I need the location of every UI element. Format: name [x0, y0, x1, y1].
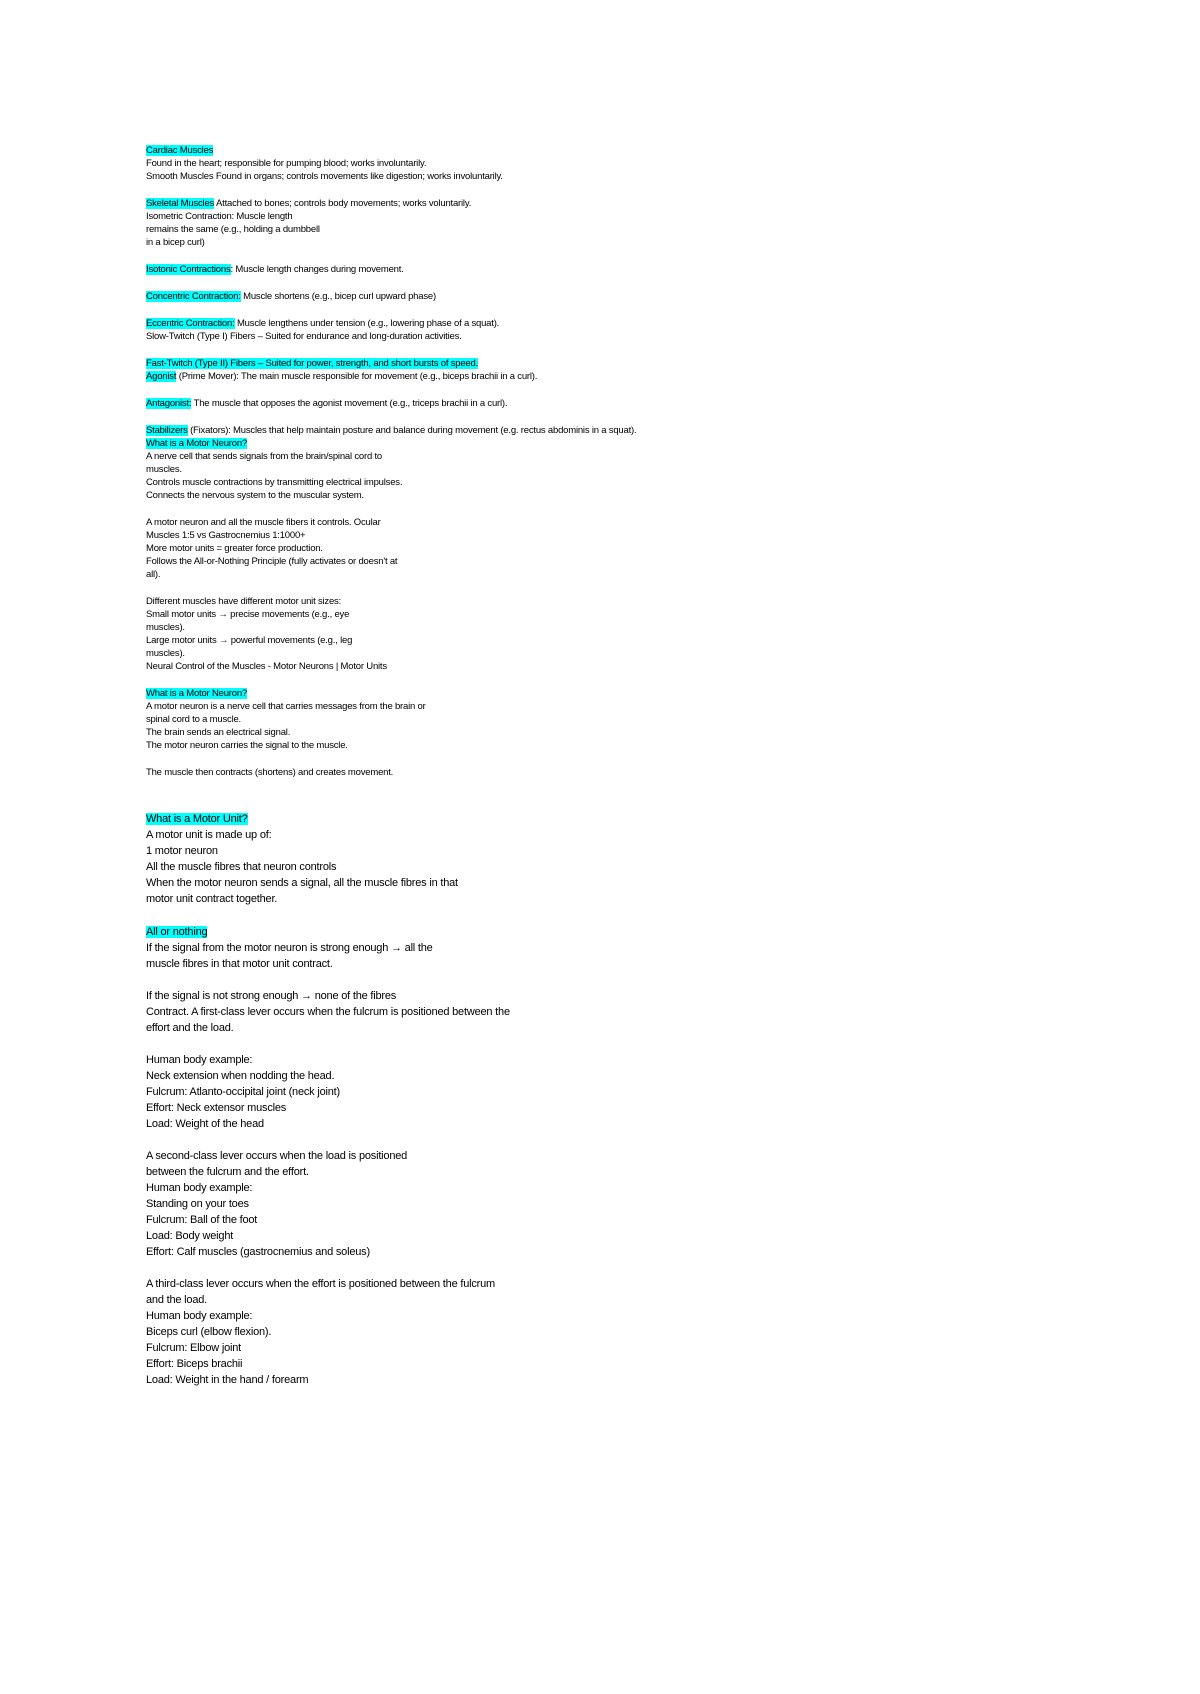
highlighted-heading: All or nothing [146, 926, 208, 938]
line-text: spinal cord to a muscle. [146, 714, 241, 725]
text-line [146, 568, 160, 581]
text-line [146, 1212, 257, 1228]
text-line [146, 1052, 252, 1068]
text-line [146, 660, 387, 673]
text-line [146, 1340, 241, 1356]
highlighted-heading: Concentric Contraction: [146, 291, 241, 302]
line-text: The brain sends an electrical signal. [146, 727, 291, 738]
line-text: Contract. A first-class lever occurs when the fulcrum is positioned between the [146, 1006, 510, 1018]
line-text: Muscles 1:5 vs Gastrocnemius 1:1000+ [146, 530, 306, 541]
line-text: all). [146, 569, 161, 580]
highlighted-heading: Isotonic Contractions [146, 264, 231, 275]
line-text: between the fulcrum and the effort. [146, 1166, 309, 1178]
text-line [146, 210, 292, 223]
text-line [146, 1244, 370, 1260]
highlighted-heading: Fast-Twitch (Type II) Fibers – Suited for power, strength, and short bursts of speed. [146, 358, 479, 369]
line-text: Different muscles have different motor unit sizes: [146, 596, 342, 607]
text-line [146, 516, 381, 529]
line-text: Small motor units → precise movements (e.g., eye [146, 609, 350, 620]
text-line [146, 370, 537, 383]
text-line [146, 170, 503, 183]
text-line [146, 489, 364, 502]
text-line [146, 1164, 309, 1180]
text-line [146, 1308, 252, 1324]
line-text: motor unit contract together. [146, 893, 278, 905]
text-line [146, 924, 207, 940]
text-line [146, 766, 393, 779]
line-text: A motor unit is made up of: [146, 829, 272, 841]
text-line [146, 1116, 264, 1132]
line-text: muscle fibres in that motor unit contract. [146, 958, 333, 970]
line-text: A second-class lever occurs when the load is positioned [146, 1150, 408, 1162]
text-line [146, 595, 341, 608]
line-text: muscles). [146, 622, 185, 633]
text-line [146, 940, 433, 956]
line-text: Effort: Biceps brachii [146, 1358, 243, 1370]
line-text: : Muscle length changes during movement. [230, 264, 404, 275]
text-line [146, 726, 290, 739]
text-line [146, 739, 348, 752]
line-text: All the muscle fibres that neuron controls [146, 861, 337, 873]
text-line [146, 843, 218, 859]
highlighted-heading: What is a Motor Unit? [146, 813, 248, 825]
line-text: Fulcrum: Elbow joint [146, 1342, 242, 1354]
line-text: Human body example: [146, 1182, 253, 1194]
text-line [146, 437, 247, 450]
line-text: muscles). [146, 648, 185, 659]
line-text: Fulcrum: Ball of the foot [146, 1214, 258, 1226]
line-text: (Fixators): Muscles that help maintain posture and balance during movement (e.g. rectus abdominis in a squat). [187, 425, 637, 436]
line-text: Connects the nervous system to the muscular system. [146, 490, 364, 501]
text-line [146, 1004, 510, 1020]
line-text: Attached to bones; controls body movements; works voluntarily. [214, 198, 472, 209]
line-text: Follows the All-or-Nothing Principle (fully activates or doesn't at [146, 556, 398, 567]
text-line [146, 634, 352, 647]
text-line [146, 700, 426, 713]
line-text: A motor neuron and all the muscle fibers it controls. Ocular [146, 517, 381, 528]
line-text: Smooth Muscles Found in organs; controls movements like digestion; works involuntarily. [146, 171, 503, 182]
line-text: If the signal is not strong enough → none of the fibres [146, 990, 397, 1002]
text-line [146, 529, 305, 542]
line-text: Large motor units → powerful movements (e.g., leg [146, 635, 353, 646]
highlighted-heading: What is a Motor Neuron? [146, 688, 247, 699]
highlighted-heading: Skeletal Muscles [146, 198, 215, 209]
line-text: 1 motor neuron [146, 845, 218, 857]
line-text: Human body example: [146, 1310, 253, 1322]
text-line [146, 1228, 233, 1244]
text-line [146, 988, 396, 1004]
line-text: The muscle then contracts (shortens) and creates movement. [146, 767, 394, 778]
text-line [146, 1292, 207, 1308]
line-text: Slow-Twitch (Type I) Fibers – Suited for endurance and long-duration activities. [146, 331, 462, 342]
text-line [146, 157, 426, 170]
line-text: The motor neuron carries the signal to the muscle. [146, 740, 348, 751]
text-line [146, 811, 248, 827]
text-line [146, 317, 499, 330]
text-line [146, 1020, 234, 1036]
text-line [146, 1100, 286, 1116]
line-text: and the load. [146, 1294, 208, 1306]
text-line [146, 1180, 252, 1196]
text-line [146, 463, 182, 476]
text-line [146, 875, 458, 891]
line-text: If the signal from the motor neuron is strong enough → all the [146, 942, 433, 954]
text-line [146, 542, 323, 555]
line-text: Neck extension when nodding the head. [146, 1070, 335, 1082]
text-line [146, 1148, 407, 1164]
text-line [146, 1084, 340, 1100]
line-text: Human body example: [146, 1054, 253, 1066]
text-line [146, 713, 241, 726]
line-text: Standing on your toes [146, 1198, 249, 1210]
text-line [146, 1196, 249, 1212]
highlighted-heading: Eccentric Contraction: [146, 318, 235, 329]
line-text: Biceps curl (elbow flexion). [146, 1326, 272, 1338]
text-line [146, 827, 271, 843]
line-text: muscles. [146, 464, 182, 475]
line-text: Load: Weight in the hand / forearm [146, 1374, 309, 1386]
text-line [146, 1372, 308, 1388]
line-text: Load: Body weight [146, 1230, 234, 1242]
text-line [146, 144, 213, 157]
text-line [146, 263, 404, 276]
text-line [146, 555, 397, 568]
text-line [146, 608, 349, 621]
highlighted-heading: What is a Motor Neuron? [146, 438, 247, 449]
text-line [146, 1068, 334, 1084]
highlighted-heading: Agonist [146, 371, 177, 382]
text-line [146, 647, 185, 660]
line-text: (Prime Mover): The main muscle responsible for movement (e.g., biceps brachii in a curl). [176, 371, 538, 382]
text-line [146, 290, 436, 303]
line-text: Isometric Contraction: Muscle length [146, 211, 293, 222]
text-line [146, 891, 277, 907]
line-text: A third-class lever occurs when the effort is positioned between the fulcrum [146, 1278, 496, 1290]
text-line [146, 424, 636, 437]
text-line [146, 397, 507, 410]
text-line [146, 476, 402, 489]
text-line [146, 956, 333, 972]
line-text: When the motor neuron sends a signal, all the muscle fibres in that [146, 877, 458, 889]
highlighted-heading: Stabilizers [146, 425, 188, 436]
text-line [146, 1276, 495, 1292]
line-text: More motor units = greater force production. [146, 543, 323, 554]
line-text: remains the same (e.g., holding a dumbbell [146, 224, 320, 235]
line-text: A motor neuron is a nerve cell that carries messages from the brain or [146, 701, 426, 712]
text-line [146, 1324, 271, 1340]
line-text: Fulcrum: Atlanto-occipital joint (neck joint) [146, 1086, 340, 1098]
line-text: The muscle that opposes the agonist movement (e.g., triceps brachii in a curl). [191, 398, 508, 409]
highlighted-heading: Cardiac Muscles [146, 145, 214, 156]
text-line [146, 687, 247, 700]
text-line [146, 450, 382, 463]
text-line [146, 330, 462, 343]
line-text: Controls muscle contractions by transmitting electrical impulses. [146, 477, 403, 488]
highlighted-heading: Antagonist: [146, 398, 192, 409]
line-text: Muscle lengthens under tension (e.g., lowering phase of a squat). [234, 318, 500, 329]
text-line [146, 197, 471, 210]
text-line [146, 223, 320, 236]
line-text: effort and the load. [146, 1022, 234, 1034]
line-text: in a bicep curl) [146, 237, 205, 248]
line-text: Load: Weight of the head [146, 1118, 264, 1130]
text-line [146, 1356, 242, 1372]
line-text: Effort: Calf muscles (gastrocnemius and soleus) [146, 1246, 370, 1258]
text-line [146, 621, 185, 634]
line-text: A nerve cell that sends signals from the brain/spinal cord to [146, 451, 382, 462]
text-line [146, 236, 205, 249]
text-line [146, 859, 336, 875]
line-text: Found in the heart; responsible for pumping blood; works involuntarily. [146, 158, 427, 169]
line-text: Neural Control of the Muscles - Motor Neurons | Motor Units [146, 661, 387, 672]
line-text: Effort: Neck extensor muscles [146, 1102, 287, 1114]
text-line [146, 357, 478, 370]
line-text: Muscle shortens (e.g., bicep curl upward phase) [240, 291, 436, 302]
